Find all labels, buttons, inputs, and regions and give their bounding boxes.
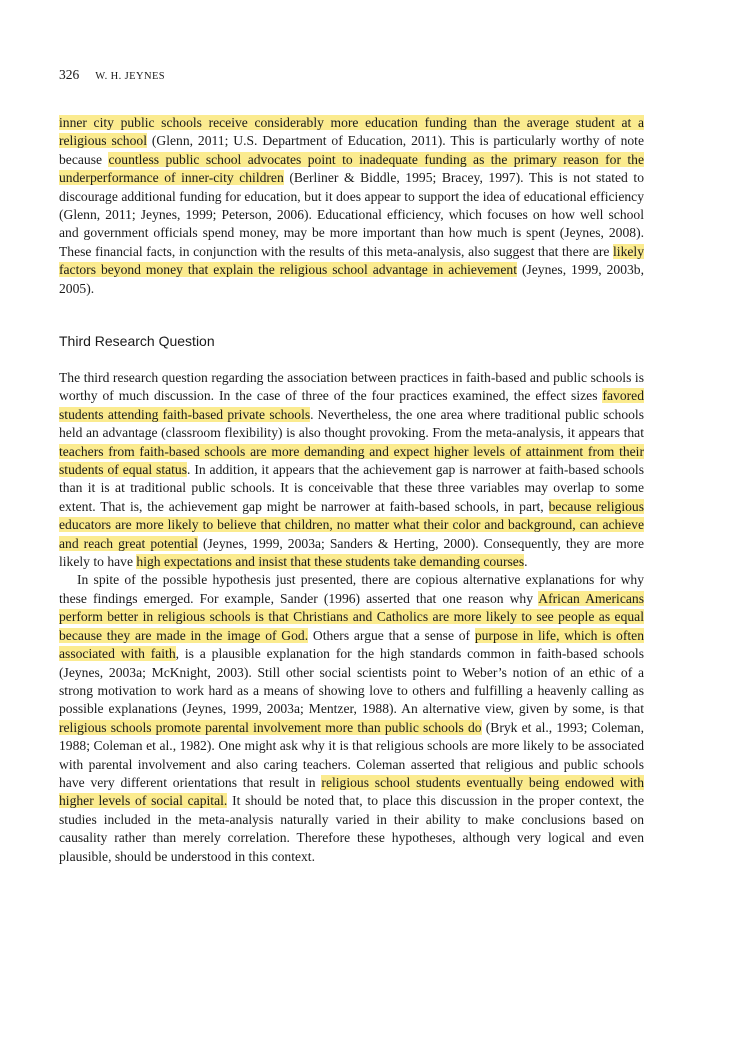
text-block-top [59,114,644,298]
highlighted-text: teachers from faith-based schools are more demanding and expect higher levels of attainment from their students of equal status [59,443,644,478]
text-run: , is a plausible explanation for the high standards common in faith-based schools (Jeynes, 2003a; McKnight, 2003). Still other social scientists point to Weber’s notion of an ethic of a strong motivation to work hard as a means of showing love to others and fulfilling a heavenly calling as possible explanations (Jeynes, 1999, 2003a; Mentzer, 1988). An alternative view, given by some, is that [59,646,644,717]
highlighted-text: inner city public schools receive considerably more education funding than the average student at a religious school [59,115,644,149]
highlighted-text: African Americans perform better in religious schools is that Christians and Catholics are more likely to see people as equal because they are made in the image of God. [59,590,644,643]
page-header [59,66,165,84]
highlighted-text: purpose in life, which is often associated with faith [59,627,644,662]
text-run: (Bryk et al., 1993; Coleman, 1988; Coleman et al., 1982). One might ask why it is that religious schools are more likely to be associated with parental involvement and also caring teachers. Coleman asserted that religious and public schools have very different orientations that result in [59,719,644,790]
highlighted-text: religious schools promote parental involvement more than public schools do [59,719,482,735]
text-run: (Jeynes, 1999, 2003a; Sanders & Herting, 2000). Consequently, they are more likely to have [59,535,645,570]
text-run: (Jeynes, 1999, 2003b, 2005). [59,262,644,296]
text-run: (Berliner & Biddle, 1995; Bracey, 1997). This is not stated to discourage additional funding for education, but it does appear to support the idea of educational efficiency (Glenn, 2011; Jeynes, 1999; Peterson, 2006). Educational efficiency, which focuses on how well school and government officials spend money, may be more important than how much is spent (Jeynes, 2008). These financial facts, in conjunction with the results of this meta-analysis, also suggest that there are [59,170,644,259]
paragraph [59,114,644,298]
section-heading: Third Research Question [59,333,215,349]
text-run: . [524,554,528,570]
page-number: 326 [59,67,80,82]
text-run: (Glenn, 2011; U.S. Department of Education, 2011). This is particularly worthy of note because [59,133,644,167]
highlighted-text: favored students attending faith-based private schools [59,388,644,422]
text-run: In spite of the possible hypothesis just presented, there are copious alternative explanations for why these findings emerged. For example, Sander (1996) asserted that one reason why [59,572,644,606]
highlighted-text: because religious educators are more likely to believe that children, no matter what their color and background, can achieve and reach great potential [59,498,644,551]
text-run: The third research question regarding the association between practices in faith-based and public schools is worthy of much discussion. In the case of three of the four practices examined, the effect sizes [59,370,644,404]
text-run: It should be noted that, to place this discussion in the proper context, the studies included in the meta-analysis naturally varied in their ability to make conclusions based on causality rather than merely correlation. Therefore these hypotheses, although very logical and even plausible, should be understood in this context. [59,793,644,864]
running-head: W. H. JEYNES [95,71,165,82]
highlighted-text: religious school students eventually being endowed with higher levels of social capital. [59,774,644,809]
text-block-third-research-question [59,369,644,866]
highlighted-text: countless public school advocates point to inadequate funding as the primary reason for the underperformance of inner-city children [59,151,644,186]
highlighted-text: high expectations and insist that these students take demanding courses [136,554,525,570]
text-run: . In addition, it appears that the achievement gap is narrower at faith-based schools than it is at traditional public schools. It is conceivable that these three variables may overlap to some extent. That is, the achievement gap might be narrower at faith-based schools, in part, [59,462,644,514]
paragraph [59,571,644,866]
highlighted-text: likely factors beyond money that explain the religious school advantage in achievement [59,243,644,278]
text-run: Others argue that a sense of [308,627,475,643]
text-run: . Nevertheless, the one area where traditional public schools held an advantage (classroom flexibility) is also thought provoking. From the meta-analysis, it appears that [59,406,644,441]
paragraph [59,369,644,571]
